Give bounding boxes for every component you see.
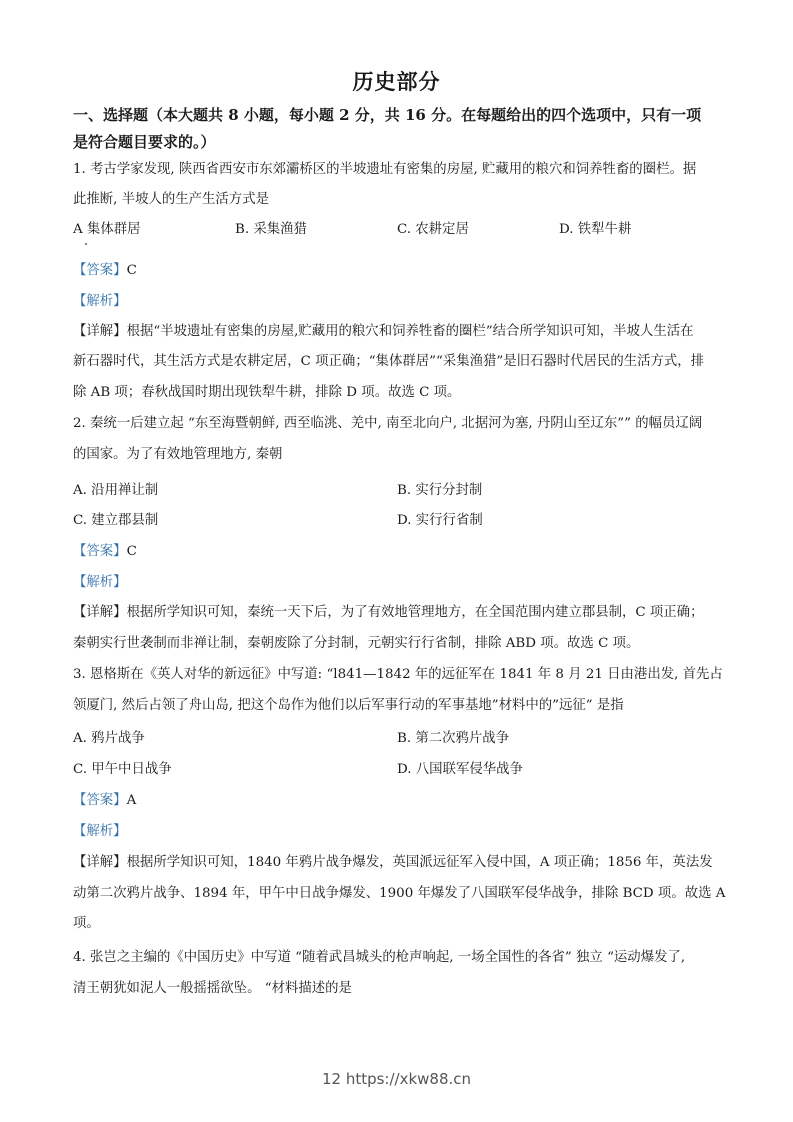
question-3-analysis-label: 【解析】: [73, 824, 127, 839]
question-1-stem: 此推断, 半坡人的生产生活方式是: [73, 192, 269, 207]
answer-value: A: [126, 793, 137, 808]
page-footer: 12 https://xkw88.cn: [321, 1070, 472, 1088]
question-1-answer: [73, 261, 728, 281]
question-4-stem: 清王朝犹如泥人一般摇摇欲坠。 “材料描述的是: [73, 981, 352, 996]
detail-label: 【详解】: [73, 605, 127, 620]
question-3-stem: 3. 恩格斯在《英人对华的新远征》中写道: “l841—1842 年的远征军在 1841 年 8 月 21 日由港出发, 首先占: [73, 667, 723, 682]
question-2-analysis-label: 【解析】: [73, 575, 127, 590]
question-2-option-c: C. 建立郡县制: [73, 513, 159, 528]
question-1-detail: 除 AB 项；春秋战国时期出现铁犁牛耕，排除 D 项。故选 C 项。: [73, 385, 461, 400]
answer-label: 【答案】: [73, 544, 127, 559]
section-heading-line: 一、选择题（本大题共 8 小题，每小题 2 分，共 16 分。在每题给出的四个选项中，只有一项: [73, 106, 702, 124]
question-2-stem: 2. 秦统一后建立起 “东至海暨朝鲜, 西至临洮、羌中, 南至北向户, 北据河为塞, 丹阴山至辽东”” 的幅员辽阔: [73, 416, 703, 431]
answer-label: 【答案】: [73, 793, 127, 808]
question-2-detail: 秦朝实行世袭制而非禅让制，秦朝废除了分封制，元朝实行行省制，排除 ABD 项。故选 C 项。: [73, 636, 640, 651]
question-1-option-a: A 集体群居: [73, 222, 141, 237]
stray-mark: [85, 243, 87, 245]
question-3-stem: 领厦门, 然后占领了舟山岛, 把这个岛作为他们以后军事行动的军事基地”材料中的”远征” 是指: [73, 698, 624, 713]
answer-value: C: [126, 544, 137, 559]
question-2-option-a: A. 沿用禅让制: [73, 483, 159, 498]
question-3-detail: [73, 853, 728, 873]
question-1-stem: 1. 考古学家发现, 陕西省西安市东郊灞桥区的半坡遗址有密集的房屋, 贮藏用的粮穴和饲养牲畜的圈栏。据: [73, 162, 697, 177]
question-2-option-d: D. 实行行省制: [397, 513, 483, 528]
section-heading: [73, 102, 723, 156]
page-title: 历史部分: [352, 69, 441, 94]
question-3-detail: 项。: [73, 916, 100, 931]
detail-text: 根据“半坡遗址有密集的房屋,贮藏用的粮穴和饲养牲畜的圈栏”结合所学知识可知，半坡人生活在: [126, 324, 694, 339]
question-1-detail: [73, 322, 728, 342]
section-heading-line: 是符合题目要求的。）: [73, 133, 216, 151]
detail-text: 根据所学知识可知，秦统一天下后，为了有效地管理地方，在全国范围内建立郡县制，C 项正确；: [126, 605, 704, 620]
detail-text: 根据所学知识可知，1840 年鸦片战争爆发，英国派远征军入侵中国，A 项正确；1856 年，英法发: [126, 855, 713, 870]
question-3-option-c: C. 甲午中日战争: [73, 762, 172, 777]
question-2-answer: [73, 542, 728, 562]
answer-value: C: [126, 263, 137, 278]
question-3-answer: [73, 791, 728, 811]
question-1-detail: 新石器时代，其生活方式是农耕定居，C 项正确；“集体群居”“采集渔猎”是旧石器时代居民的生活方式，排: [73, 354, 705, 369]
detail-label: 【详解】: [73, 324, 127, 339]
question-3-option-d: D. 八国联军侵华战争: [397, 762, 523, 777]
question-3-detail: 动第二次鸦片战争、1894 年，甲午中日战争爆发、1900 年爆发了八国联军侵华战争，排除 BCD 项。故选 A: [73, 886, 726, 901]
question-2-option-b: B. 实行分封制: [397, 483, 483, 498]
question-1-analysis-label: 【解析】: [73, 294, 127, 309]
question-1-option-b: B. 采集渔猎: [235, 222, 307, 237]
question-4-stem: 4. 张岂之主编的《中国历史》中写道 “随着武昌城头的枪声响起, 一场全国性的各省” 独立 “运动爆发了,: [73, 950, 686, 965]
question-3-option-b: B. 第二次鸦片战争: [397, 731, 510, 746]
question-1-option-c: C. 农耕定居: [397, 222, 469, 237]
question-3-option-a: A. 鸦片战争: [73, 731, 145, 746]
question-2-stem: 的国家。为了有效地管理地方, 秦朝: [73, 447, 283, 462]
question-1-option-d: D. 铁犁牛耕: [559, 222, 632, 237]
question-2-detail: [73, 603, 728, 623]
answer-label: 【答案】: [73, 263, 127, 278]
detail-label: 【详解】: [73, 855, 127, 870]
